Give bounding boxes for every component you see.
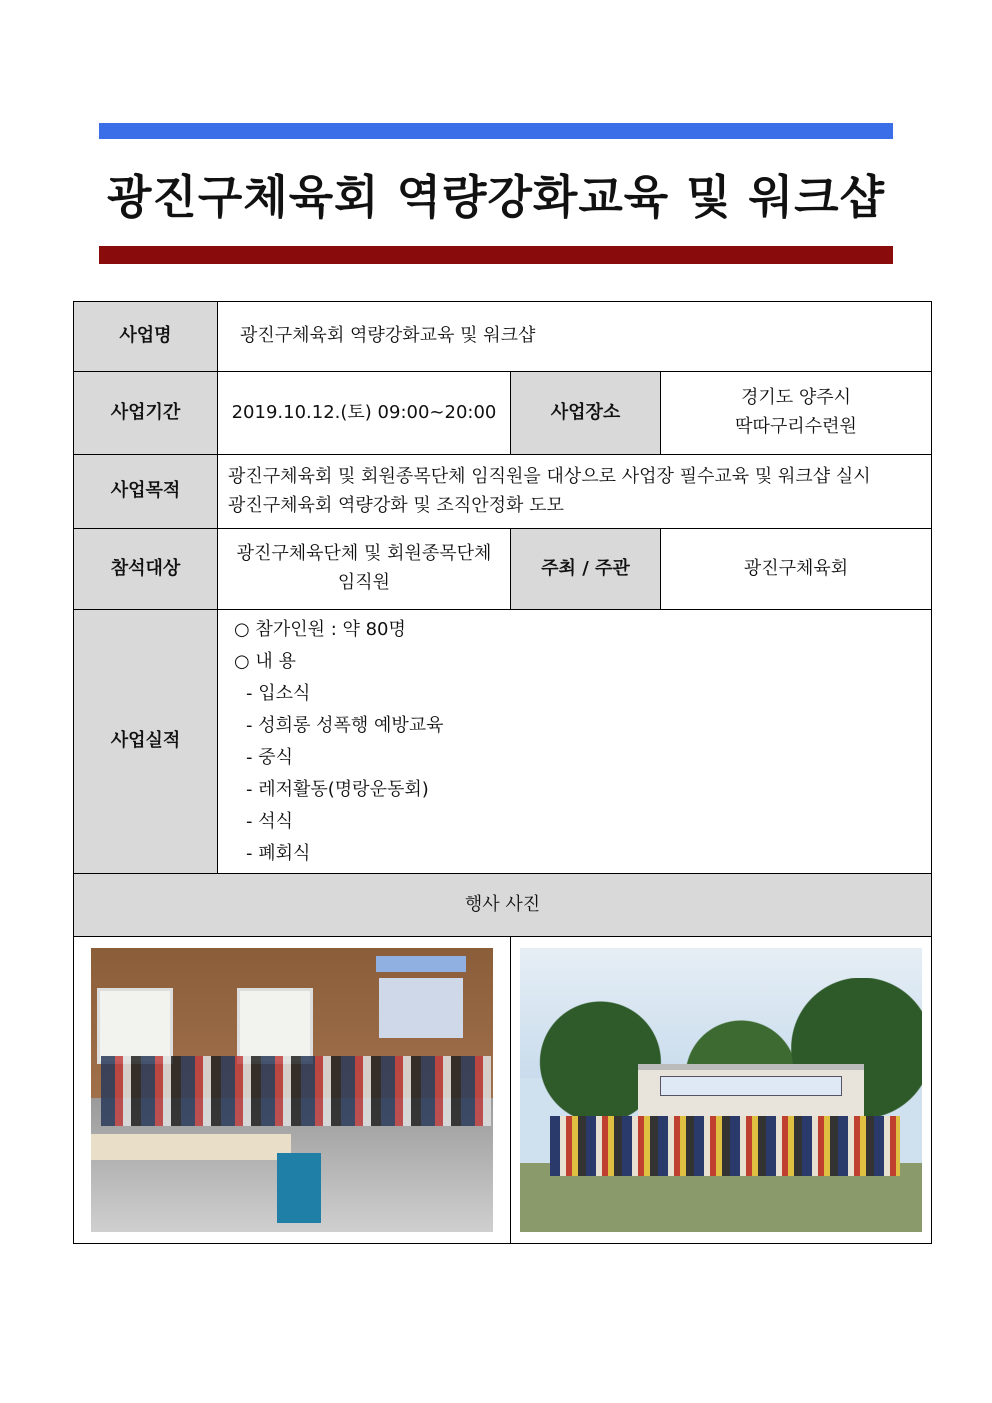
period-label: 사업기간	[74, 372, 218, 455]
results-item: - 입소식	[246, 682, 311, 704]
photo-cell-indoor	[74, 937, 511, 1244]
row-results	[74, 610, 932, 874]
photos-label: 행사 사진	[74, 874, 932, 937]
results-participants: ○ 참가인원 : 약 80명	[234, 618, 406, 640]
location-label: 사업장소	[511, 372, 661, 455]
attendees-line-2: 임직원	[337, 572, 391, 593]
results-item: - 중식	[246, 746, 293, 768]
purpose-label: 사업목적	[74, 455, 218, 529]
row-period	[74, 372, 932, 455]
title-top-bar	[99, 123, 893, 139]
host-value: 광진구체육회	[661, 529, 932, 610]
location-line-1: 경기도 양주시	[740, 387, 852, 409]
outdoor-group-photo	[520, 948, 922, 1232]
document-title: 광진구체육회 역량강화교육 및 워크샵	[106, 170, 886, 224]
results-label: 사업실적	[74, 610, 218, 874]
project-name-label: 사업명	[74, 302, 218, 372]
row-purpose	[74, 455, 932, 529]
info-table	[73, 301, 932, 1244]
row-photos-header	[74, 874, 932, 937]
row-attendees	[74, 529, 932, 610]
purpose-line-2: 광진구체육회 역량강화 및 조직안정화 도모	[228, 494, 564, 516]
results-value	[218, 610, 932, 874]
location-value	[661, 372, 932, 455]
photo-cell-outdoor	[511, 937, 932, 1244]
project-name-value: 광진구체육회 역량강화교육 및 워크샵	[218, 302, 932, 372]
location-line-2: 딱따구리수련원	[735, 416, 857, 437]
results-item: - 레저활동(명랑운동회)	[246, 778, 429, 800]
row-project-name	[74, 302, 932, 372]
purpose-value	[218, 455, 932, 529]
row-photos	[74, 937, 932, 1244]
results-item: - 폐회식	[246, 842, 311, 864]
indoor-event-photo	[91, 948, 493, 1232]
results-item: - 성희롱 성폭행 예방교육	[246, 714, 444, 736]
attendees-value	[218, 529, 511, 610]
period-value: 2019.10.12.(토) 09:00~20:00	[218, 372, 511, 455]
host-label: 주최 / 주관	[511, 529, 661, 610]
purpose-line-1: 광진구체육회 및 회원종목단체 임직원을 대상으로 사업장 필수교육 및 워크샵 실시	[228, 465, 871, 487]
attendees-label: 참석대상	[74, 529, 218, 610]
results-content-heading: ○ 내 용	[234, 650, 296, 672]
attendees-line-1: 광진구체육단체 및 회원종목단체	[236, 543, 492, 565]
title-bottom-bar	[99, 246, 893, 264]
results-item: - 석식	[246, 810, 293, 832]
